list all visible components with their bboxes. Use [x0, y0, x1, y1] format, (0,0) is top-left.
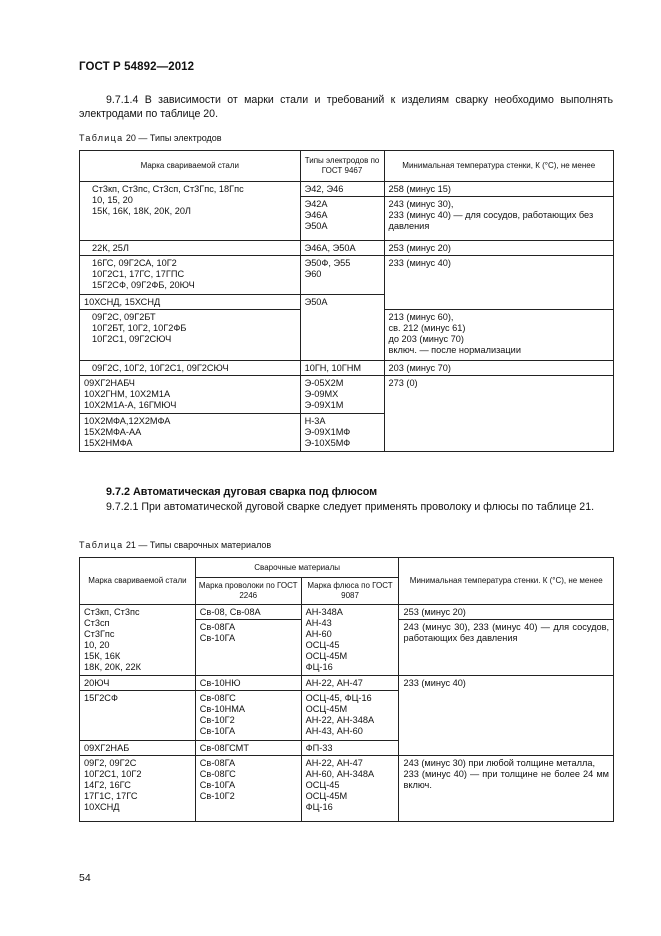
col-header-temperature: Минимальная температура стенки. К (°С), не менее: [399, 558, 614, 605]
cell-line: св. 212 (минус 61): [388, 323, 466, 333]
cell-line: Н-3А: [304, 416, 326, 426]
col-header-steel: Марка свариваемой стали: [80, 558, 196, 605]
cell-line: до 203 (минус 70): [388, 334, 464, 344]
table-cell: [80, 241, 301, 256]
table-cell: [384, 376, 614, 452]
cell-line: АН-348А: [305, 607, 343, 617]
cell-line: 233 (минус 40): [403, 678, 466, 688]
col-header-wire: Марка проволоки по ГОСТ 2246: [195, 578, 301, 605]
cell-line: 10ГН, 10ГНМ: [304, 363, 362, 373]
cell-line: Св-10ГА: [199, 780, 236, 790]
table-21: [79, 557, 614, 822]
table-cell: [301, 741, 399, 756]
cell-line: Св-10ГА: [199, 726, 236, 736]
cell-line: Св-10Г2: [199, 791, 235, 801]
cell-line: 10Х2М1А-А, 16ГМЮЧ: [84, 400, 177, 410]
cell-line: Э50Ф, Э55: [304, 258, 351, 268]
cell-line: включ. — после нормализации: [388, 345, 521, 355]
cell-line: 10Г2С1, 10Г2: [84, 769, 142, 779]
cell-line: ФП-33: [305, 743, 333, 753]
table-cell: [384, 182, 614, 197]
cell-line: Ст3сп: [84, 618, 110, 628]
table-cell: [300, 295, 384, 361]
col-header-flux: Марка флюса по ГОСТ 9087: [301, 578, 399, 605]
table-cell: [399, 756, 614, 822]
cell-line: АН-22, АН-348А: [305, 715, 375, 725]
table-cell: [300, 256, 384, 295]
table-cell: [80, 741, 196, 756]
col-header-electrode: Типы электродов по ГОСТ 9467: [300, 151, 384, 182]
table-cell: [195, 605, 301, 620]
cell-line: 10Г2С1, 09Г2СЮЧ: [92, 334, 172, 344]
table-cell: [384, 241, 614, 256]
cell-line: 243 (минус 30) при любой толщине металла,: [403, 758, 596, 768]
table-cell: [80, 691, 196, 741]
table-cell: [301, 676, 399, 691]
cell-line: Э46А: [304, 210, 328, 220]
cell-line: 253 (минус 20): [388, 243, 451, 253]
cell-line: АН-60, АН-348А: [305, 769, 375, 779]
cell-line: ОСЦ-45: [305, 640, 340, 650]
table-cell: [399, 605, 614, 620]
cell-line: Ст3кп, Ст3пс, Ст3сп, Ст3Гпс, 18Гпс: [92, 184, 244, 194]
cell-line: 10, 20: [84, 640, 110, 650]
table-cell: [80, 295, 301, 310]
cell-line: Э-05Х2М: [304, 378, 344, 388]
cell-line: 09Г2С, 09Г2БТ: [92, 312, 156, 322]
table-cell: [399, 620, 614, 676]
cell-line: Э46А, Э50А: [304, 243, 356, 253]
cell-line: ОСЦ-45М: [305, 651, 348, 661]
col-header-temperature: Минимальная температура стенки, К (°С), не менее: [384, 151, 614, 182]
cell-line: 10Г2БТ, 10Г2, 10Г2ФБ: [92, 323, 187, 333]
cell-line: 203 (минус 70): [388, 363, 451, 373]
table-cell: [300, 414, 384, 452]
table-21-caption: Таблица 21 — Типы сварочных материалов: [79, 540, 272, 550]
document-header: ГОСТ Р 54892—2012: [79, 61, 195, 73]
table-cell: [301, 605, 399, 676]
table-cell: [384, 310, 614, 361]
cell-line: 15К, 16К, 18К, 20К, 20Л: [92, 206, 191, 216]
cell-line: АН-43, АН-60: [305, 726, 363, 736]
col-header-materials: Сварочные материалы: [195, 558, 399, 578]
table-cell: [384, 361, 614, 376]
cell-line: 273 (0): [388, 378, 418, 388]
cell-line: 15Г2СФ: [84, 693, 118, 703]
cell-line: АН-60: [305, 629, 332, 639]
table-cell: [301, 691, 399, 741]
cell-line: Св-10Г2: [199, 715, 235, 725]
table-cell: [300, 241, 384, 256]
cell-line: 243 (минус 30), 233 (минус 40) — для сосудов, работающих без давления: [403, 622, 609, 643]
cell-line: 213 (минус 60),: [388, 312, 454, 322]
cell-line: Св-08, Св-08А: [199, 607, 261, 617]
table-cell: [80, 256, 301, 295]
table-20-caption: Таблица 20 — Типы электродов: [79, 133, 222, 143]
cell-line: 258 (минус 15): [388, 184, 451, 194]
cell-line: 10ХСНД, 15ХСНД: [84, 297, 161, 307]
cell-line: Э-10Х5МФ: [304, 438, 351, 448]
cell-line: 233 (минус 40) — при толщине не более 24 мм включ.: [403, 769, 609, 790]
table-cell: [80, 310, 301, 361]
cell-line: Э50А: [304, 221, 328, 231]
cell-line: 10, 15, 20: [92, 195, 133, 205]
cell-line: Э-09Х1М: [304, 400, 344, 410]
cell-line: Св-08ГА: [199, 622, 236, 632]
cell-line: ОСЦ-45: [305, 780, 340, 790]
table-cell: [384, 256, 614, 310]
cell-line: АН-22, АН-47: [305, 678, 363, 688]
cell-line: Св-08ГС: [199, 693, 236, 703]
cell-line: 10ХСНД: [84, 802, 120, 812]
table-cell: [300, 376, 384, 414]
cell-line: 233 (минус 40) — для сосудов, работающих без давления: [388, 210, 594, 231]
cell-line: 09Г2С, 10Г2, 10Г2С1, 09Г2СЮЧ: [92, 363, 229, 373]
table-cell: [384, 197, 614, 241]
cell-line: 14Г2, 16ГС: [84, 780, 131, 790]
cell-line: АН-43: [305, 618, 332, 628]
table-cell: [80, 605, 196, 676]
table-cell: [80, 361, 301, 376]
cell-line: ОСЦ-45М: [305, 791, 348, 801]
cell-line: Ст3Гпс: [84, 629, 115, 639]
cell-line: Э-09Х1МФ: [304, 427, 351, 437]
table-20: [79, 150, 614, 452]
table-cell: [80, 414, 301, 452]
paragraph-9-7-1-4: 9.7.1.4 В зависимости от марки стали и требований к изделиям сварку необходимо выполнять электродами по таблице 20.: [79, 94, 613, 120]
table-cell: [195, 620, 301, 676]
cell-line: Э50А: [304, 297, 328, 307]
table-cell: [80, 376, 301, 414]
table-cell: [399, 676, 614, 756]
cell-line: 10Х2ГНМ, 10Х2М1А: [84, 389, 171, 399]
cell-line: 15Х2НМФА: [84, 438, 133, 448]
section-heading-9-7-2: 9.7.2 Автоматическая дуговая сварка под флюсом: [106, 486, 378, 498]
cell-line: 09ХГ2НАБЧ: [84, 378, 135, 388]
cell-line: Св-10НМА: [199, 704, 246, 714]
cell-line: 09ХГ2НАБ: [84, 743, 130, 753]
cell-line: Э42А: [304, 199, 328, 209]
table-cell: [300, 197, 384, 241]
cell-line: 17Г1С, 17ГС: [84, 791, 138, 801]
cell-line: 233 (минус 40): [388, 258, 451, 268]
page-number: 54: [79, 872, 91, 884]
table-cell: [301, 756, 399, 822]
table-cell: [195, 676, 301, 691]
cell-line: Св-10НЮ: [199, 678, 241, 688]
cell-line: 253 (минус 20): [403, 607, 466, 617]
table-cell: [80, 756, 196, 822]
cell-line: ФЦ-16: [305, 662, 333, 672]
cell-line: 16ГС, 09Г2СА, 10Г2: [92, 258, 177, 268]
cell-line: 22К, 25Л: [92, 243, 129, 253]
cell-line: ФЦ-16: [305, 802, 333, 812]
cell-line: 10Г2С1, 17ГС, 17ГПС: [92, 269, 185, 279]
cell-line: Св-08ГС: [199, 769, 236, 779]
cell-line: 10Х2МФА,12Х2МФА: [84, 416, 171, 426]
col-header-steel: Марка свариваемой стали: [80, 151, 301, 182]
cell-line: 243 (минус 30),: [388, 199, 454, 209]
cell-line: Э-09МХ: [304, 389, 339, 399]
cell-line: 18К, 20К, 22К: [84, 662, 141, 672]
table-cell: [80, 676, 196, 691]
cell-line: АН-22, АН-47: [305, 758, 363, 768]
cell-line: Св-08ГСМТ: [199, 743, 249, 753]
cell-line: 20ЮЧ: [84, 678, 110, 688]
paragraph-9-7-2-1: 9.7.2.1 При автоматической дуговой сварке следует применять проволоку и флюсы по таблице 21.: [106, 501, 595, 513]
table-cell: [195, 691, 301, 741]
cell-line: Ст3кп, Ст3пс: [84, 607, 140, 617]
cell-line: Э60: [304, 269, 322, 279]
cell-line: ОСЦ-45М: [305, 704, 348, 714]
table-cell: [195, 756, 301, 822]
cell-line: 15Г2СФ, 09Г2ФБ, 20ЮЧ: [92, 280, 195, 290]
cell-line: 09Г2, 09Г2С: [84, 758, 137, 768]
table-cell: [195, 741, 301, 756]
cell-line: Э42, Э46: [304, 184, 344, 194]
cell-line: 15Х2МФА-АА: [84, 427, 142, 437]
table-cell: [80, 182, 301, 241]
cell-line: Св-10ГА: [199, 633, 236, 643]
cell-line: Св-08ГА: [199, 758, 236, 768]
table-cell: [300, 182, 384, 197]
table-cell: [300, 361, 384, 376]
cell-line: 15К, 16К: [84, 651, 121, 661]
cell-line: ОСЦ-45, ФЦ-16: [305, 693, 372, 703]
